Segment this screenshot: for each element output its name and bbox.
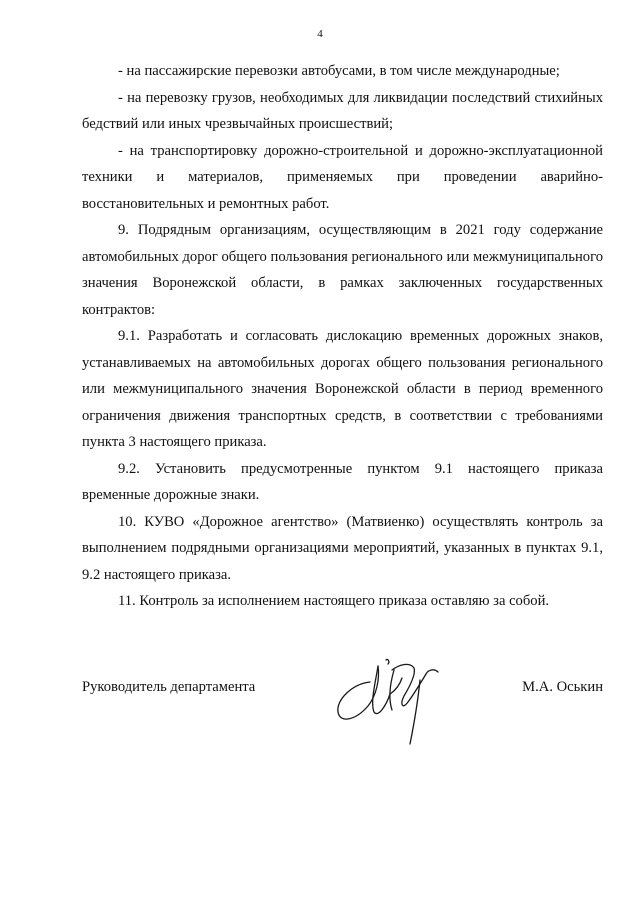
paragraph-item-11: 11. Контроль за исполнением настоящего приказа оставляю за собой. (118, 593, 550, 609)
paragraph-item-10: 10. КУВО «Дорожное агентство» (Матвиенко) осуществлять контроль за выполнением подрядными организациями мероприятий, указанных в пунктах 9.1, 9.2 настоящего приказа. (82, 513, 603, 583)
signatory-title: Руководитель департамента (82, 679, 256, 695)
paragraph-road-equipment: - на транспортировку дорожно-строительной и дорожно-эксплуатационной техники и материалов, применяемых при проведении аварийно-восстановительных и ремонтных работ. (82, 142, 603, 212)
paragraph-item-9: 9. Подрядным организациям, осуществляющим в 2021 году содержание автомобильных дорог общего пользования регионального или межмуниципального значения Воронежской области, в рамках заключенных государственных контрактов: (82, 222, 603, 318)
paragraph-item-9-1: 9.1. Разработать и согласовать дислокацию временных дорожных знаков, устанавливаемых на автомобильных дорогах общего пользования регионального или межмуниципального значения Воронежской области в период временного ограничения движения транспортных средств, в соответствии с требованиями пункта 3 настоящего приказа. (82, 328, 603, 450)
paragraph-passenger-transport: - на пассажирские перевозки автобусами, в том числе международные; (118, 63, 560, 79)
paragraph-item-9-2: 9.2. Установить предусмотренные пунктом 9.1 настоящего приказа временные дорожные знаки. (82, 460, 603, 503)
page-number: 4 (317, 28, 323, 40)
paragraph-cargo-emergency: - на перевозку грузов, необходимых для ликвидации последствий стихийных бедствий или иных чрезвычайных происшествий; (82, 89, 603, 132)
document-body (82, 58, 603, 615)
signatory-name: М.А. Оськин (522, 679, 603, 695)
handwritten-signature (330, 640, 450, 750)
